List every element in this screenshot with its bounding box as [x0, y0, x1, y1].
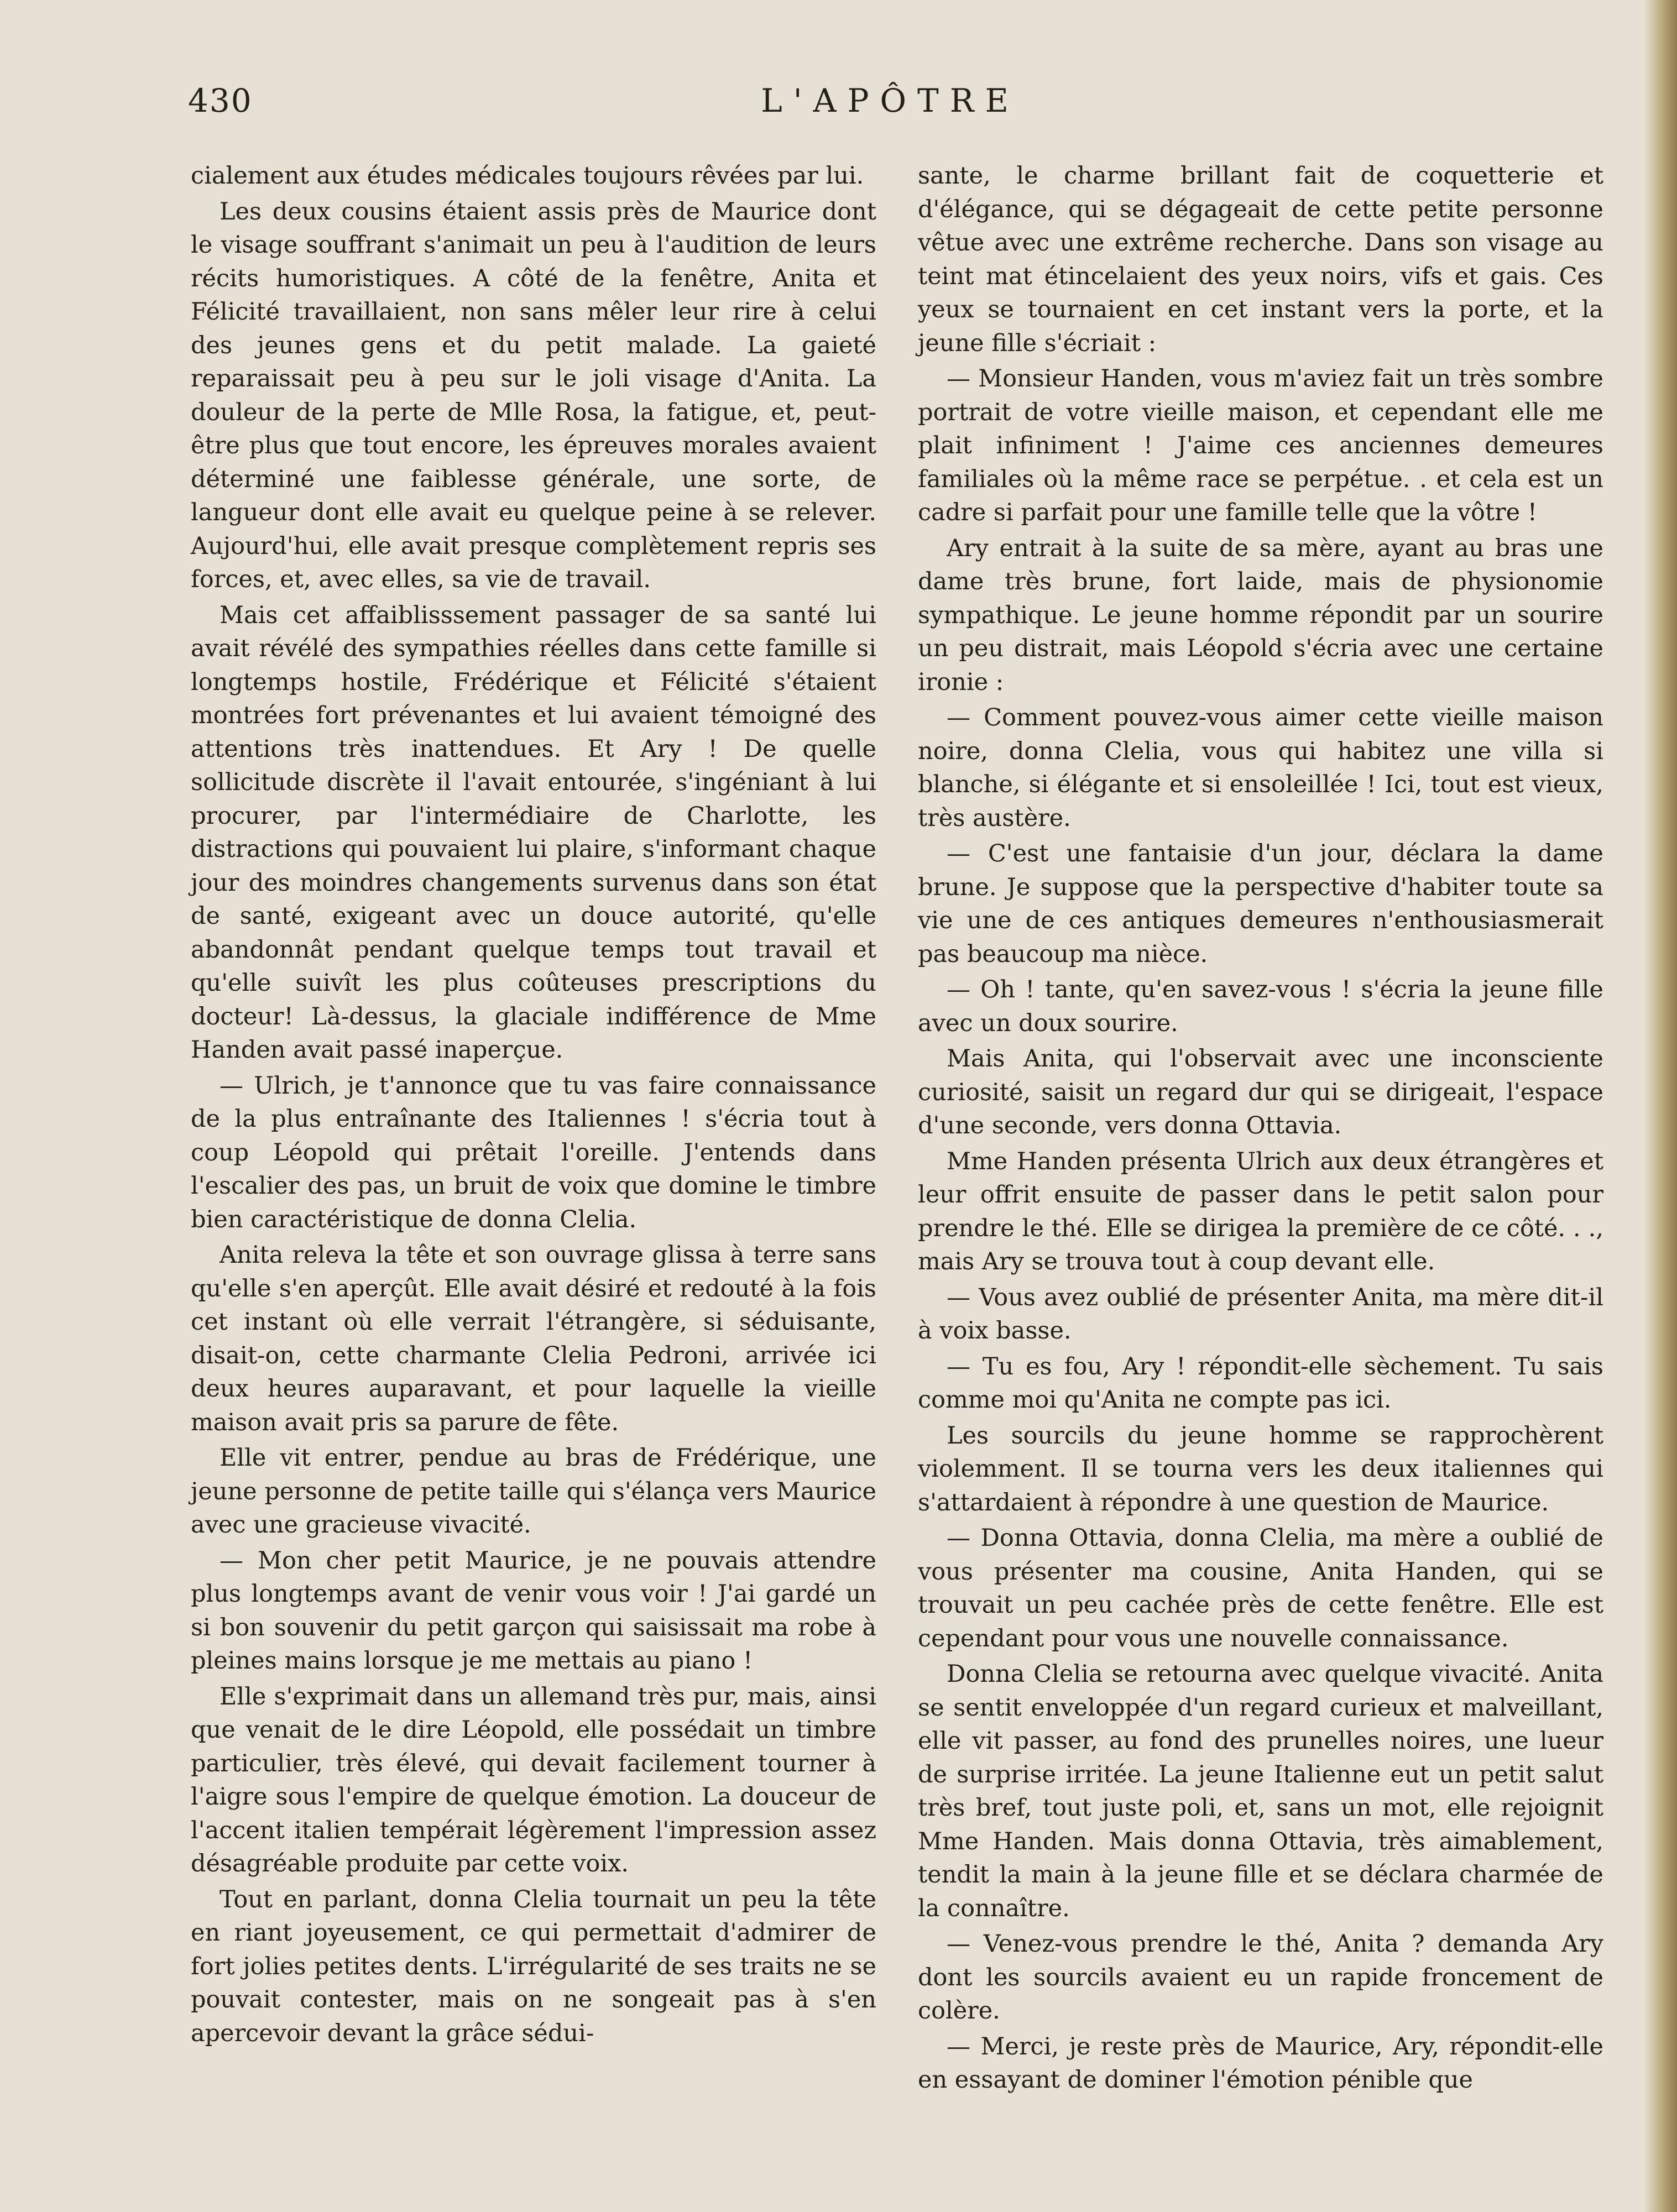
- paragraph: Donna Clelia se retourna avec quelque vivacité. Anita se sentit enveloppée d'un regard curieux et malveillant, elle vit passer, au fond des prunelles noires, une lueur de surprise irritée. La jeune Italienne eut un petit salut très bref, tout juste poli, et, sans un mot, elle rejoignit Mme Handen. Mais donna Ottavia, très aimablement, tendit la main à la jeune fille et se déclara charmée de la connaître.: [918, 1660, 1603, 1922]
- left-column: [191, 159, 876, 2050]
- page-edge: [1644, 0, 1677, 2212]
- paragraph: Ary entrait à la suite de sa mère, ayant au bras une dame très brune, fort laide, mais de physionomie sympathique. Le jeune homme répondit par un sourire un peu distrait, mais Léopold s'écria avec une certaine ironie :: [918, 534, 1603, 696]
- paragraph: — Monsieur Handen, vous m'aviez fait un très sombre portrait de votre vieille maison, et cependant elle me plait infiniment ! J'aime ces anciennes demeures familiales où la même race se perpétue. . et cela est un cadre si parfait pour une famille telle que la vôtre !: [918, 365, 1603, 526]
- running-title: L'APÔTRE: [761, 82, 1020, 119]
- paragraph: Mais Anita, qui l'observait avec une inconsciente curiosité, saisit un regard dur qui se dirigeait, l'espace d'une seconde, vers donna Ottavia.: [918, 1045, 1603, 1139]
- paragraph: — Tu es fou, Ary ! répondit-elle sèchement. Tu sais comme moi qu'Anita ne compte pas ici.: [918, 1352, 1603, 1414]
- paragraph: — Mon cher petit Maurice, je ne pouvais attendre plus longtemps avant de venir vous voir ! J'ai gardé un si bon souvenir du petit garçon qui saisissait ma robe à pleines mains lorsque je me mettais au piano !: [191, 1546, 876, 1675]
- paragraph: — Comment pouvez-vous aimer cette vieille maison noire, donna Clelia, vous qui habitez une villa si blanche, si élégante et si ensoleillée ! Ici, tout est vieux, très austère.: [918, 704, 1603, 832]
- page-header: [188, 82, 1592, 126]
- paragraph: Anita releva la tête et son ouvrage glissa à terre sans qu'elle s'en aperçût. Elle avait désiré et redouté à la fois cet instant où elle verrait l'étrangère, si séduisante, disait-on, cette charmante Clelia Pedroni, arrivée ici deux heures auparavant, et pour laquelle la vieille maison avait pris sa parure de fête.: [191, 1241, 876, 1436]
- paragraph: Elle vit entrer, pendue au bras de Frédérique, une jeune personne de petite taille qui s'élança vers Maurice avec une gracieuse vivacité.: [191, 1444, 876, 1539]
- paragraph: — Venez-vous prendre le thé, Anita ? demanda Ary dont les sourcils avaient eu un rapide froncement de colère.: [918, 1930, 1603, 2025]
- paragraph: cialement aux études médicales toujours rêvées par lui.: [191, 162, 864, 190]
- paragraph: — Ulrich, je t'annonce que tu vas faire connaissance de la plus entraînante des Italiennes ! s'écria tout à coup Léopold qui prêtait l'oreille. J'entends dans l'escalier des pas, un bruit de voix que domine le timbre bien caractéristique de donna Clelia.: [191, 1071, 876, 1233]
- paragraph: — C'est une fantaisie d'un jour, déclara la dame brune. Je suppose que la perspective d'habiter toute sa vie une de ces antiques demeures n'enthousiasmerait pas beaucoup ma nièce.: [918, 840, 1603, 968]
- paragraph: — Merci, je reste près de Maurice, Ary, répondit-elle en essayant de dominer l'émotion pénible que: [918, 2032, 1603, 2094]
- page-number: 430: [188, 82, 253, 119]
- paragraph: — Vous avez oublié de présenter Anita, ma mère dit-il à voix basse.: [918, 1283, 1603, 1345]
- right-column: [918, 159, 1603, 2097]
- paragraph: Les deux cousins étaient assis près de Maurice dont le visage souffrant s'animait un peu à l'audition de leurs récits humoristiques. A côté de la fenêtre, Anita et Félicité travaillaient, non sans mêler leur rire à celui des jeunes gens et du petit malade. La gaieté reparaissait peu à peu sur le joli visage d'Anita. La douleur de la perte de Mlle Rosa, la fatigue, et, peut-être plus que tout encore, les épreuves morales avaient déterminé une faiblesse générale, une sorte, de langueur dont elle avait eu quelque peine à se relever. Aujourd'hui, elle avait presque complètement repris ses forces, et, avec elles, sa vie de travail.: [191, 197, 876, 593]
- paragraph: Mme Handen présenta Ulrich aux deux étrangères et leur offrit ensuite de passer dans le petit salon pour prendre le thé. Elle se dirigea la première de ce côté. . ., mais Ary se trouva tout à coup devant elle.: [918, 1147, 1603, 1275]
- paragraph: sante, le charme brillant fait de coquetterie et d'élégance, qui se dégageait de cette petite personne vêtue avec une extrême recherche. Dans son visage au teint mat étincelaient des yeux noirs, vifs et gais. Ces yeux se tournaient en cet instant vers la porte, et la jeune fille s'écriait :: [918, 162, 1603, 357]
- paragraph: Mais cet affaiblisssement passager de sa santé lui avait révélé des sympathies réelles dans cette famille si longtemps hostile, Frédérique et Félicité s'étaient montrées fort prévenantes et lui avaient témoigné des attentions très inattendues. Et Ary ! De quelle sollicitude discrète il l'avait entourée, s'ingéniant à lui procurer, par l'intermédiaire de Charlotte, les distractions qui pouvaient lui plaire, s'informant chaque jour des moindres changements survenus dans son état de santé, exigeant avec un douce autorité, qu'elle abandonnât pendant quelque temps tout travail et qu'elle suivît les plus coûteuses prescriptions du docteur! Là-dessus, la glaciale indifférence de Mme Handen avait passé inaperçue.: [191, 601, 876, 1064]
- paragraph: — Oh ! tante, qu'en savez-vous ! s'écria la jeune fille avec un doux sourire.: [918, 976, 1603, 1037]
- paragraph: — Donna Ottavia, donna Clelia, ma mère a oublié de vous présenter ma cousine, Anita Handen, qui se trouvait un peu cachée près de cette fenêtre. Elle est cependant pour vous une nouvelle connaissance.: [918, 1524, 1603, 1653]
- paragraph: Tout en parlant, donna Clelia tournait un peu la tête en riant joyeusement, ce qui permettait d'admirer de fort jolies petites dents. L'irrégularité de ses traits ne se pouvait contester, mais on ne songeait pas à s'en apercevoir devant la grâce sédui-: [191, 1885, 876, 2047]
- paragraph: Elle s'exprimait dans un allemand très pur, mais, ainsi que venait de le dire Léopold, elle possédait un timbre particulier, très élevé, qui devait facilement tourner à l'aigre sous l'empire de quelque émotion. La douceur de l'accent italien tempérait légèrement l'impression assez désagréable produite par cette voix.: [191, 1682, 876, 1878]
- paragraph: Les sourcils du jeune homme se rapprochèrent violemment. Il se tourna vers les deux italiennes qui s'attardaient à répondre à une question de Maurice.: [918, 1421, 1603, 1516]
